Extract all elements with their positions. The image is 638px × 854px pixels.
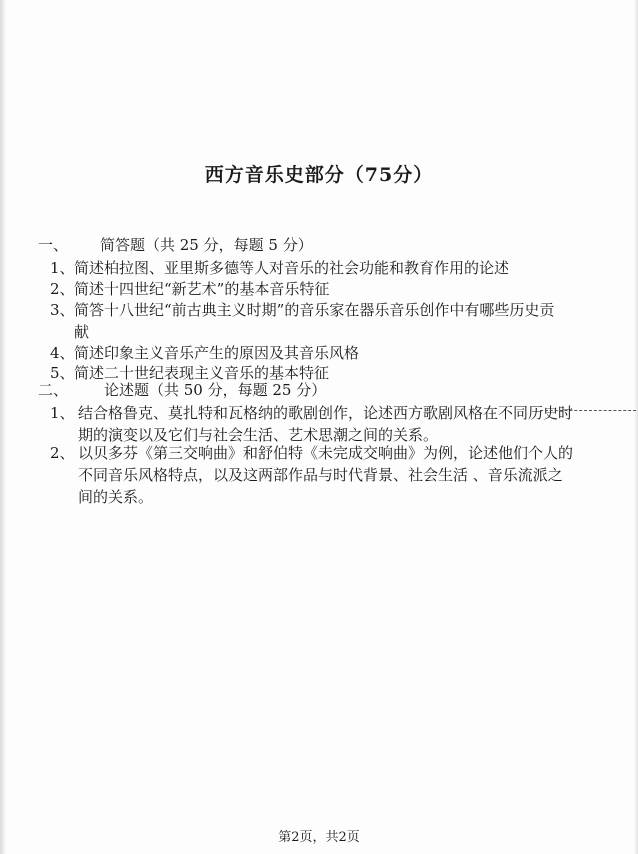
- q2-1-number: 1、: [50, 404, 75, 422]
- section-2-heading: 论述题（共 50 分，每题 25 分）: [104, 381, 327, 399]
- q1-3-number: 3、: [50, 301, 75, 319]
- q2-2-text-line1: 以贝多芬《第三交响曲》和舒伯特《未完成交响曲》为例，论述他们个人的: [78, 444, 574, 462]
- q1-3-text-line1: 简答十八世纪“前古典主义时期”的音乐家在器乐音乐创作中有哪些历史贡: [74, 301, 555, 319]
- q2-2-text-line2: 不同音乐风格特点，以及这两部作品与时代背景、社会生活 、音乐流派之: [78, 466, 563, 484]
- section-1-heading: 简答题（共 25 分，每题 5 分）: [100, 236, 313, 254]
- q1-4-number: 4、: [50, 344, 75, 362]
- q1-2-number: 2、: [50, 280, 75, 298]
- q1-5-number: 5、: [50, 364, 75, 382]
- section-2-number: 二、: [38, 381, 69, 399]
- q2-2-text-line3: 间的关系。: [78, 488, 154, 506]
- q1-3-text-line2: 献: [74, 323, 90, 341]
- page-footer: 第2页，共2页: [278, 830, 360, 845]
- q1-1-number: 1、: [50, 259, 75, 277]
- q1-4-text: 简述印象主义音乐产生的原因及其音乐风格: [74, 344, 360, 362]
- q2-1-text-line1: 结合格鲁克、莫扎特和瓦格纳的歌剧创作，论述西方歌剧风格在不同历史时: [78, 404, 574, 422]
- q1-5-text: 简述二十世纪表现主义音乐的基本特征: [74, 364, 330, 382]
- q1-2-text: 简述十四世纪“新艺术”的基本音乐特征: [74, 280, 330, 298]
- page-title: 西方音乐史部分（75分）: [204, 164, 434, 186]
- scan-edge-right: [634, 0, 638, 854]
- q2-1-text-line2: 期的演变以及它们与社会生活、艺术思潮之间的关系。: [78, 426, 439, 444]
- scan-edge-left: [0, 0, 6, 854]
- q2-2-number: 2、: [50, 444, 75, 462]
- dashed-mark: [540, 410, 636, 411]
- section-1-number: 一、: [38, 236, 69, 254]
- q1-1-text: 简述柏拉图、亚里斯多德等人对音乐的社会功能和教育作用的论述: [74, 259, 510, 277]
